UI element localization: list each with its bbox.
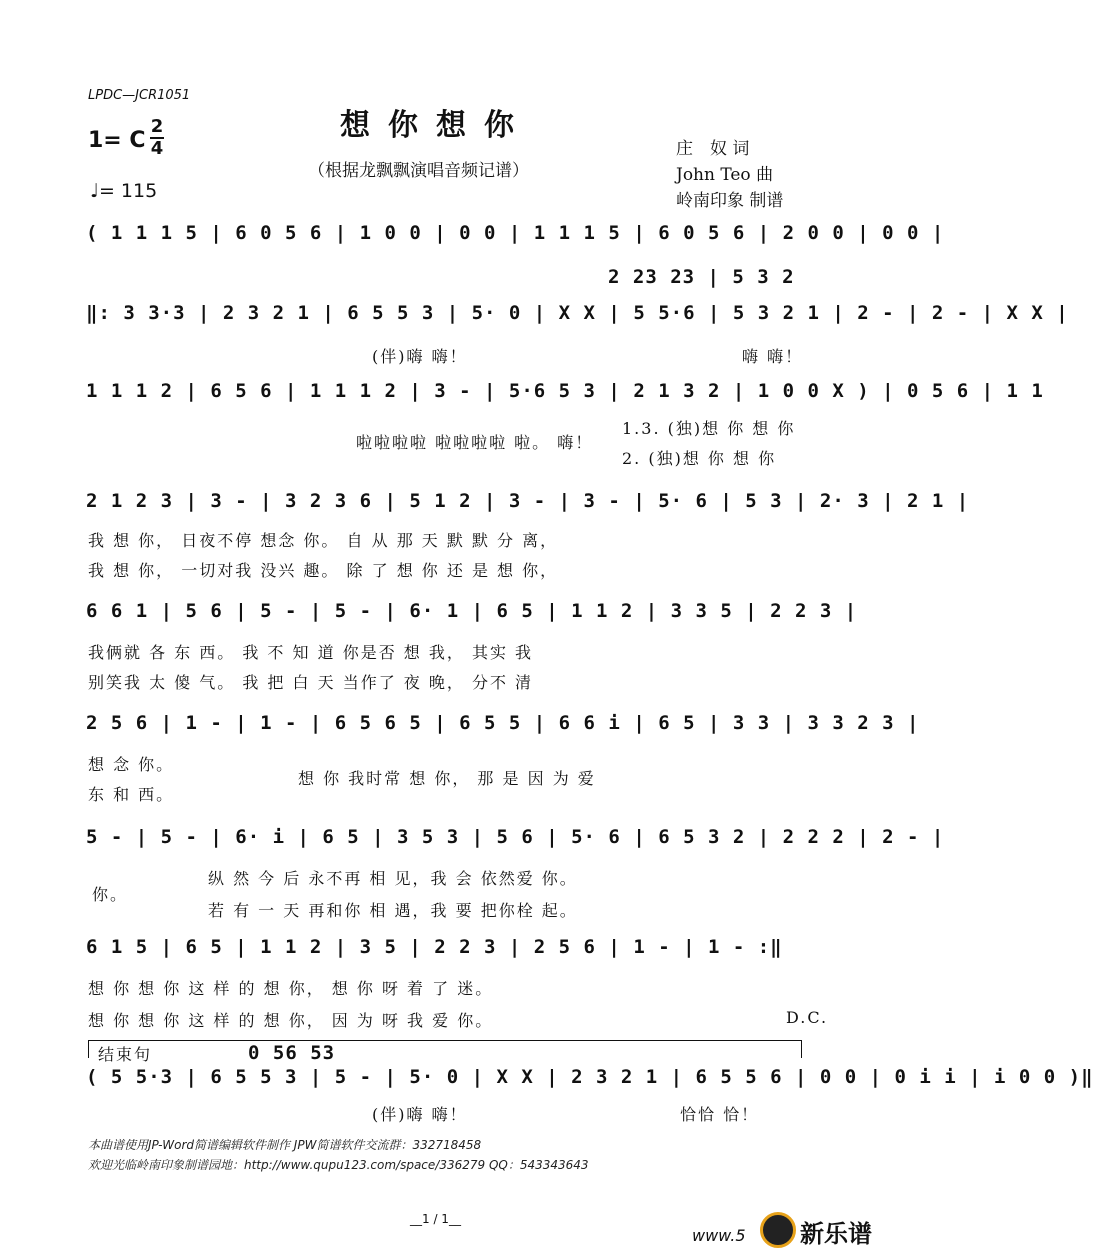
ending-bracket-line	[88, 1040, 802, 1041]
lyric-line: 2. (独)想 你 想 你	[622, 449, 777, 468]
notation-row: 2 23 23 | 5 3 2	[608, 266, 795, 288]
ending-bracket-left	[88, 1040, 89, 1058]
lyric-line: 我 想 你， 一切对我 没兴 趣。 除 了 想 你 还 是 想 你，	[88, 561, 559, 580]
score-code: LPDC—JCR1051	[88, 88, 191, 103]
time-signature-bottom: 4	[150, 138, 164, 159]
composer-credit: John Teo 曲	[676, 165, 774, 185]
lyric-line: 想 你 想 你 这 样 的 想 你， 因 为 呀 我 爱 你。	[88, 1011, 494, 1030]
footer-website-note: 欢迎光临岭南印象制谱园地：http://www.qupu123.com/space/336279 QQ：543343643	[88, 1158, 589, 1172]
lyricist-credit: 庄 奴 词	[676, 139, 750, 159]
lyric-line: D.C.	[786, 1008, 829, 1027]
lyric-line: 1.3. (独)想 你 想 你	[622, 419, 796, 438]
ending-bracket-right	[801, 1040, 802, 1058]
key-signature: 1= C	[88, 128, 146, 153]
notation-row: 2 1 2 3 | 3 - | 3 2 3 6 | 5 1 2 | 3 - | 3 - | 5· 6 | 5 3 | 2· 3 | 2 1 |	[86, 490, 970, 512]
time-signature-top: 2	[150, 116, 164, 137]
song-title: 想你想你	[340, 108, 532, 143]
notation-row: 6 1 5 | 6 5 | 1 1 2 | 3 5 | 2 2 3 | 2 5 6 | 1 - | 1 - :‖	[86, 936, 783, 958]
lyric-line: 想 你 想 你 这 样 的 想 你， 想 你 呀 着 了 迷。	[88, 979, 494, 998]
lyric-line: (伴)嗨 嗨！	[372, 347, 468, 366]
lyric-line: 结束句	[98, 1045, 153, 1064]
notation-row: ‖: 3 3·3 | 2 3 2 1 | 6 5 5 3 | 5· 0 | X X | 5 5·6 | 5 3 2 1 | 2 - | 2 - | X X |	[86, 302, 1069, 324]
lyric-line: 你。	[92, 885, 129, 904]
lyric-line: 我 想 你， 日夜不停 想念 你。 自 从 那 天 默 默 分 离，	[88, 531, 559, 550]
record-logo-icon	[760, 1212, 796, 1248]
site-logo: 新乐谱	[800, 1220, 872, 1248]
lyric-line: 恰恰 恰！	[680, 1105, 760, 1124]
notation-row: ( 5 5·3 | 6 5 5 3 | 5 - | 5· 0 | X X | 2 3 2 1 | 6 5 5 6 | 0 0 | 0 i i | i 0 0 )‖	[86, 1066, 1094, 1088]
lyric-line: 想 念 你。	[88, 755, 175, 774]
lyric-line: 若 有 一 天 再和你 相 遇，我 要 把你栓 起。	[208, 901, 578, 920]
lyric-line: 嗨 嗨！	[742, 347, 804, 366]
page-number: __1 / 1__	[410, 1212, 461, 1226]
tempo-marking: ♩= 115	[90, 180, 158, 202]
lyric-line: 我俩就 各 东 西。 我 不 知 道 你是否 想 我， 其实 我	[88, 643, 534, 662]
lyric-line: (伴)嗨 嗨！	[372, 1105, 468, 1124]
notation-row: 1 1 1 2 | 6 5 6 | 1 1 1 2 | 3 - | 5·6 5 3 | 2 1 3 2 | 1 0 0 X ) | 0 5 6 | 1 1	[86, 380, 1044, 402]
lyric-line: 啦啦啦啦 啦啦啦啦 啦。 嗨！	[356, 433, 594, 452]
notation-row: 5 - | 5 - | 6· i | 6 5 | 3 5 3 | 5 6 | 5· 6 | 6 5 3 2 | 2 2 2 | 2 - |	[86, 826, 945, 848]
lyric-line: 纵 然 今 后 永不再 相 见，我 会 依然爱 你。	[208, 869, 578, 888]
notation-row: 2 5 6 | 1 - | 1 - | 6 5 6 5 | 6 5 5 | 6 6 i | 6 5 | 3 3 | 3 3 2 3 |	[86, 712, 920, 734]
lyric-line: 想 你 我时常 想 你， 那 是 因 为 爱	[298, 769, 596, 788]
footer-software-note: 本曲谱使用JP-Word简谱编辑软件制作 JPW简谱软件交流群：332718458	[88, 1138, 482, 1152]
notation-row: 0 56 53	[248, 1042, 336, 1064]
lyric-line: 别笑我 太 傻 气。 我 把 白 天 当作了 夜 晚， 分不 清	[88, 673, 534, 692]
time-signature	[150, 118, 164, 158]
notation-row: 6 6 1 | 5 6 | 5 - | 5 - | 6· 1 | 6 5 | 1 1 2 | 3 3 5 | 2 2 3 |	[86, 600, 858, 622]
watermark-url: www.5	[692, 1226, 746, 1245]
arranger-credit: 岭南印象 制谱	[676, 191, 784, 211]
subtitle: （根据龙飘飘演唱音频记谱）	[308, 161, 529, 181]
notation-row: ( 1 1 1 5 | 6 0 5 6 | 1 0 0 | 0 0 | 1 1 1 5 | 6 0 5 6 | 2 0 0 | 0 0 |	[86, 222, 945, 244]
lyric-line: 东 和 西。	[88, 785, 175, 804]
